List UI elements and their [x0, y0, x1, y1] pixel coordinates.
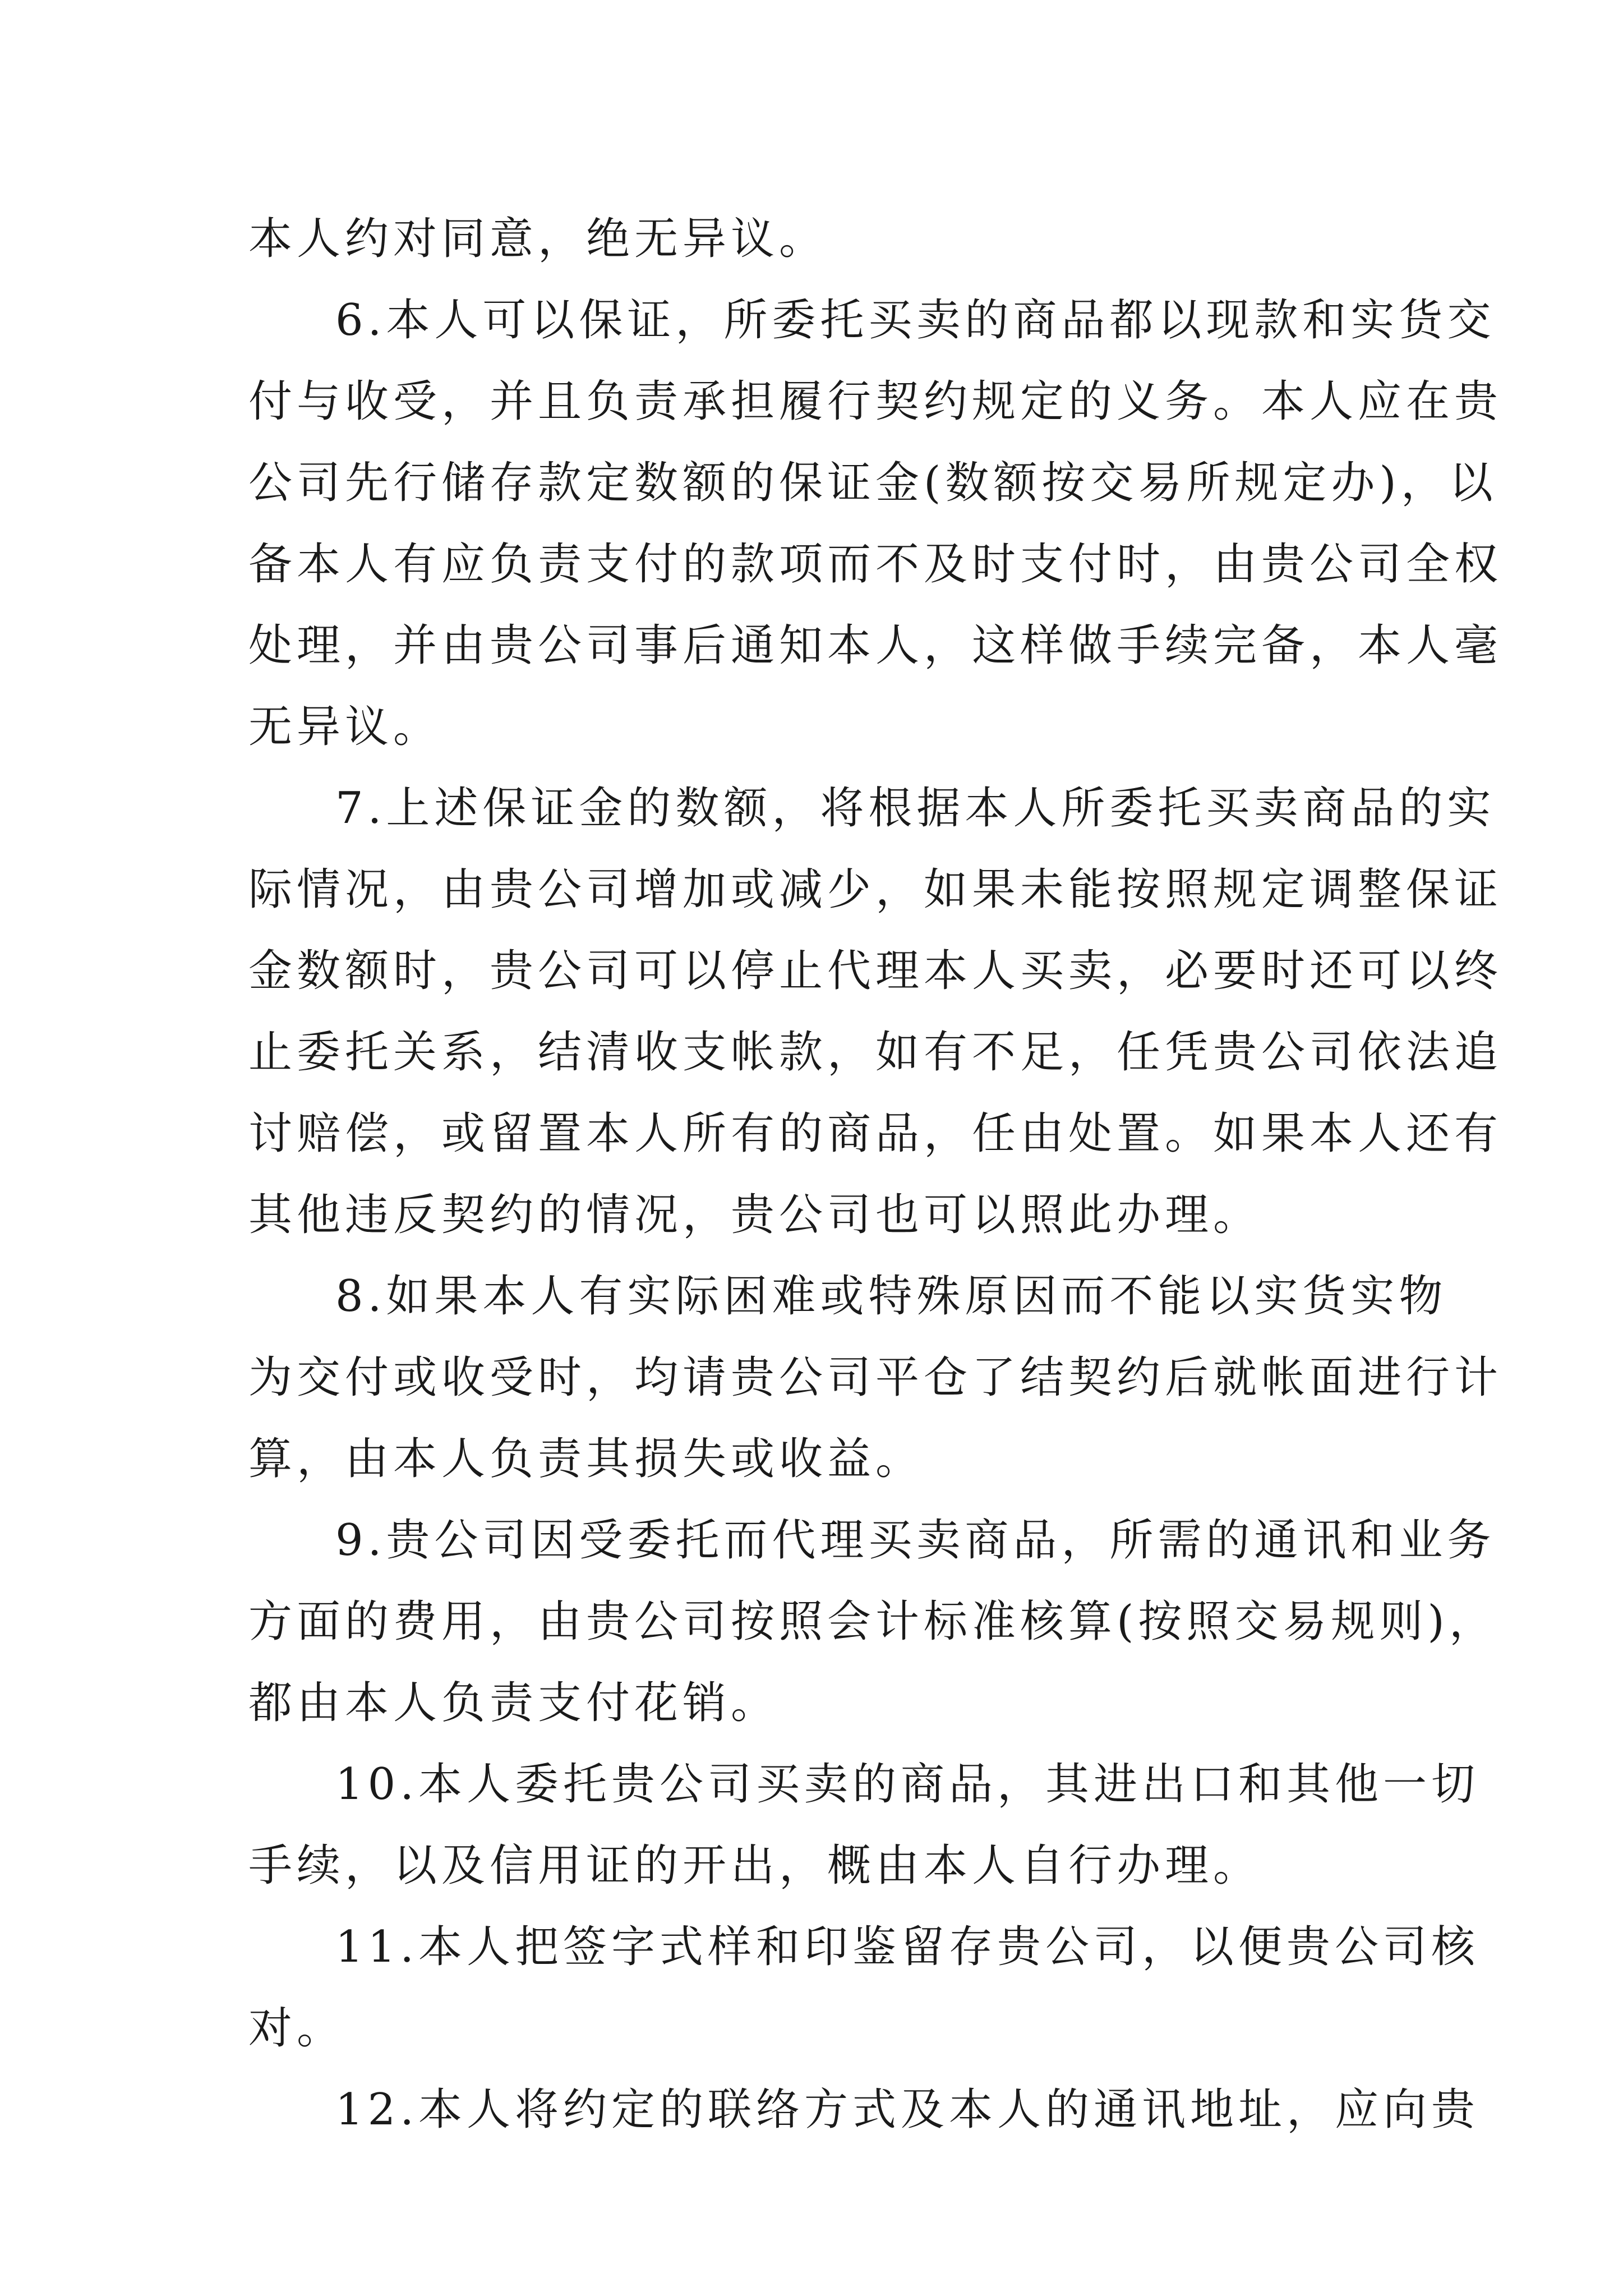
text-line: 本人约对同意，绝无异议。	[248, 214, 828, 264]
text-line: 手续，以及信用证的开出，概由本人自行办理。	[248, 1841, 1262, 1891]
text-line: 对。	[248, 2003, 345, 2054]
text-line: 处理，并由贵公司事后通知本人，这样做手续完备，本人毫	[248, 620, 1503, 671]
document-body	[248, 199, 1503, 2151]
clause-9-line: 9.贵公司因受委托而代理买卖商品，所需的通讯和业务	[335, 1515, 1496, 1566]
clause-8-line: 8.如果本人有实际困难或特殊原因而不能以实货实物	[335, 1271, 1447, 1322]
text-line: 其他违反契约的情况，贵公司也可以照此办理。	[248, 1190, 1262, 1240]
text-line: 都由本人负责支付花销。	[248, 1678, 780, 1728]
text-line: 付与收受，并且负责承担履行契约规定的义务。本人应在贵	[248, 376, 1503, 427]
clause-10-line: 10.本人委托贵公司买卖的商品，其进出口和其他一切	[335, 1759, 1480, 1810]
clause-6-line: 6.本人可以保证，所委托买卖的商品都以现款和实货交	[335, 295, 1496, 346]
text-line: 无异议。	[248, 702, 442, 752]
text-line: 算，由本人负责其损失或收益。	[248, 1434, 924, 1484]
text-line: 公司先行储存款定数额的保证金(数额按交易所规定办)，以	[248, 458, 1497, 508]
text-line: 讨赔偿，或留置本人所有的商品，任由处置。如果本人还有	[248, 1108, 1503, 1159]
text-line: 备本人有应负责支付的款项而不及时支付时，由贵公司全权	[248, 539, 1503, 590]
text-line: 止委托关系，结清收支帐款，如有不足，任凭贵公司依法追	[248, 1027, 1503, 1078]
text-line: 方面的费用，由贵公司按照会计标准核算(按照交易规则)，	[248, 1596, 1497, 1647]
text-line: 际情况，由贵公司增加或减少，如果未能按照规定调整保证	[248, 864, 1503, 915]
text-line: 为交付或收受时，均请贵公司平仓了结契约后就帐面进行计	[248, 1352, 1503, 1403]
text-line: 金数额时，贵公司可以停止代理本人买卖，必要时还可以终	[248, 946, 1503, 996]
clause-7-line: 7.上述保证金的数额，将根据本人所委托买卖商品的实	[335, 783, 1496, 834]
clause-11-line: 11.本人把签字式样和印鉴留存贵公司，以便贵公司核	[335, 1922, 1480, 1972]
clause-12-line: 12.本人将约定的联络方式及本人的通讯地址，应向贵	[335, 2085, 1480, 2135]
